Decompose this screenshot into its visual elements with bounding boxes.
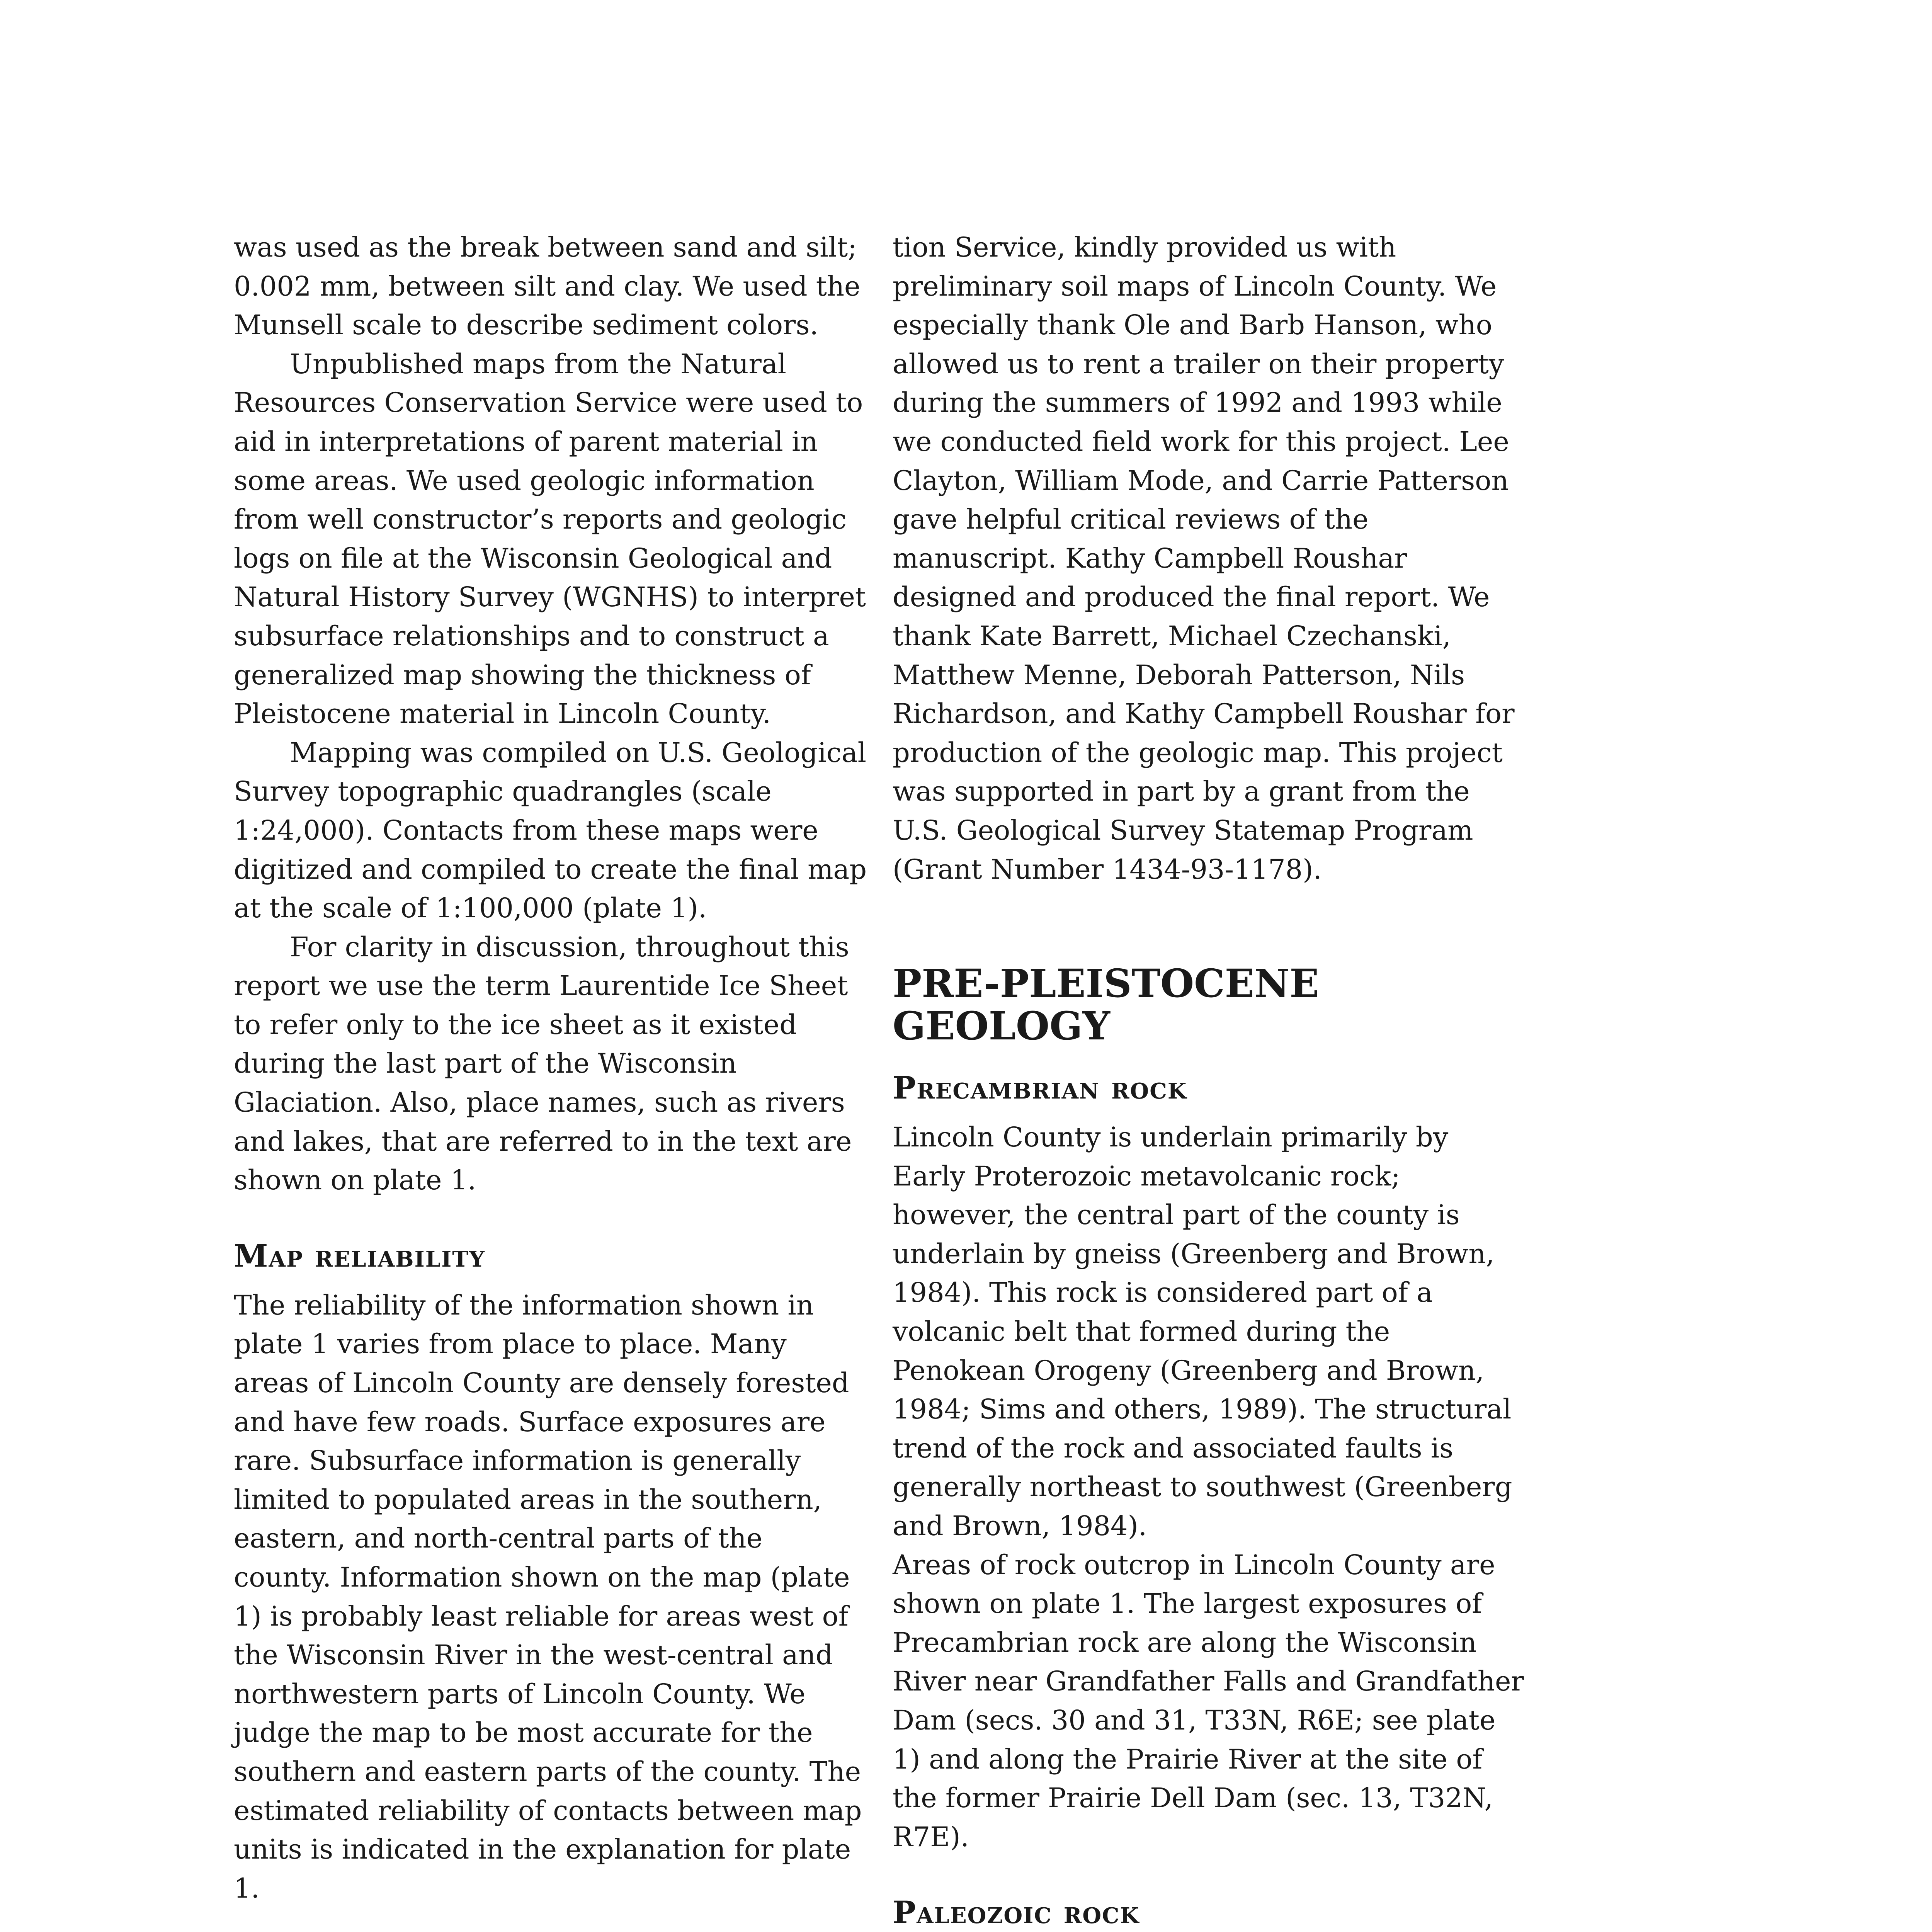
paragraph-map-reliability: The reliability of the information shown in plate 1 varies from place to place. Many areas of Lincoln County are densely forested and have few roads. Surface exposures are rare. Subsurface information is generally limited to populated areas in the southern, eastern, and north-central parts of the county. Information shown on the map (plate 1) is probably least reliable for areas west of the Wisconsin River in the west-central and northwestern parts of Lincoln County. We judge the map to be most accurate for the southern and eastern parts of the county. The estimated reliability of contacts between map units is indicated in the explanation for plate 1. <box>234 1289 862 1904</box>
heading-pre-pleistocene-geology: PRE-PLEISTOCENE GEOLOGY <box>893 961 1319 1049</box>
paragraph-mapping: Mapping was compiled on U.S. Geological Survey topographic quadrangles (scale 1:24,000). Contacts from these maps were digitized and compiled to create the final map at the scale of 1:100,000 (plate 1). <box>234 736 867 924</box>
paragraph-unpublished-maps: Unpublished maps from the Natural Resources Conservation Service were used to aid in interpretations of parent material in some areas. We used geologic information from well constructor’s reports and geologic logs on file at the Wisconsin Geological and Natural History Survey (WGNHS) to interpret subsurface relationships and to construct a generalized map showing the thickness of Pleistocene material in Lincoln County. <box>234 348 866 730</box>
paragraph-acknowledgments-continued: tion Service, kindly provided us with preliminary soil maps of Lincoln County. We especially thank Ole and Barb Hanson, who allowed us to rent a trailer on their property during the summers of 1992 and 1993 while we conducted field work for this project. Lee Clayton, William Mode, and Carrie Patterson gave helpful critical reviews of the manuscript. Kathy Campbell Roushar designed and produced the final report. We thank Kate Barrett, Michael Czechanski, Matthew Menne, Deborah Patterson, Nils Richardson, and Kathy Campbell Roushar for production of the geologic map. This project was supported in part by a grant from the U.S. Geological Survey Statemap Program (Grant Number 1434-93-1178). <box>893 231 1515 885</box>
heading-map-reliability: Map reliability <box>234 1237 485 1274</box>
paragraph-precambrian-1: Lincoln County is underlain primarily by Early Proterozoic metavolcanic rock; however, the central part of the county is underlain by gneiss (Greenberg and Brown, 1984). This rock is considered part of a volcanic belt that formed during the Penokean Orogeny (Greenberg and Brown, 1984; Sims and others, 1989). The structural trend of the rock and associated faults is generally northeast to southwest (Greenberg and Brown, 1984). <box>893 1121 1512 1542</box>
heading-paleozoic-rock: Paleozoic rock <box>893 1894 1140 1931</box>
paragraph-clarity: For clarity in discussion, throughout this report we use the term Laurentide Ice Sheet to refer only to the ice sheet as it existed during the last part of the Wisconsin Glaciation. Also, place names, such as rivers and lakes, that are referred to in the text are shown on plate 1. <box>234 931 852 1196</box>
paragraph-precambrian-2: Areas of rock outcrop in Lincoln County are shown on plate 1. The largest exposures of Precambrian rock are along the Wisconsin River near Grandfather Falls and Grandfather Dam (secs. 30 and 31, T33N, R6E; see plate 1) and along the Prairie River at the site of the former Prairie Dell Dam (sec. 13, T32N, R7E). <box>893 1549 1524 1853</box>
paragraph-sediment: was used as the break between sand and silt; 0.002 mm, between silt and clay. We used the Munsell scale to describe sediment colors. <box>234 231 861 341</box>
heading-precambrian-rock: Precambrian rock <box>893 1070 1187 1106</box>
right-column <box>893 228 1526 1932</box>
left-column <box>234 228 867 1932</box>
